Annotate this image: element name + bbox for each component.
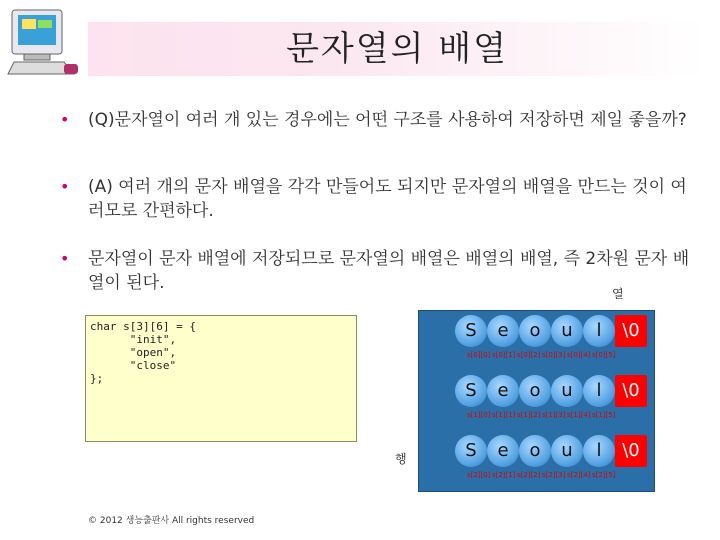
cell-index-label: s[1][2] bbox=[517, 411, 541, 419]
row-label: 행 bbox=[395, 452, 407, 466]
bullet-dot-icon: • bbox=[60, 110, 70, 129]
column-label: 열 bbox=[612, 287, 624, 301]
code-snippet: char s[3][6] = { "init", "open", "close" }; bbox=[90, 320, 196, 385]
cell-index-label: s[0][5] bbox=[592, 351, 616, 359]
array-cell: o bbox=[519, 375, 551, 407]
cell-index-label: s[2][0] bbox=[467, 471, 491, 479]
cell-index-label: s[0][0] bbox=[467, 351, 491, 359]
array-cell: S bbox=[455, 375, 487, 407]
bullet-dot-icon: • bbox=[60, 249, 70, 268]
cell-index-label: s[2][2] bbox=[517, 471, 541, 479]
cell-index-label: s[2][4] bbox=[567, 471, 591, 479]
cell-index-label: s[0][4] bbox=[567, 351, 591, 359]
array-diagram bbox=[418, 310, 655, 492]
array-row bbox=[419, 371, 654, 431]
array-cell: o bbox=[519, 435, 551, 467]
array-cell: S bbox=[455, 435, 487, 467]
array-cell: u bbox=[551, 315, 583, 347]
array-cell: l bbox=[583, 315, 615, 347]
slide-title: 문자열의 배열 bbox=[286, 29, 508, 69]
null-terminator-cell: \0 bbox=[615, 315, 647, 347]
cell-index-label: s[0][1] bbox=[492, 351, 516, 359]
cell-index-label: s[1][5] bbox=[592, 411, 616, 419]
cell-index-label: s[1][4] bbox=[567, 411, 591, 419]
null-terminator-cell: \0 bbox=[615, 375, 647, 407]
array-cell: S bbox=[455, 315, 487, 347]
array-cell: e bbox=[487, 375, 519, 407]
cell-index-label: s[1][0] bbox=[467, 411, 491, 419]
cell-index-label: s[2][3] bbox=[542, 471, 566, 479]
array-cell: e bbox=[487, 315, 519, 347]
cell-index-label: s[0][3] bbox=[542, 351, 566, 359]
array-row bbox=[419, 431, 654, 491]
cell-index-label: s[2][5] bbox=[592, 471, 616, 479]
cell-index-label: s[1][3] bbox=[542, 411, 566, 419]
array-cell: e bbox=[487, 435, 519, 467]
copyright-footer: © 2012 생능출판사 All rights reserved bbox=[88, 516, 255, 526]
array-cell: u bbox=[551, 375, 583, 407]
cell-index-label: s[2][1] bbox=[492, 471, 516, 479]
bullet-dot-icon: • bbox=[60, 177, 70, 196]
cell-index-label: s[1][1] bbox=[492, 411, 516, 419]
array-cell: o bbox=[519, 315, 551, 347]
computer-icon bbox=[4, 4, 84, 84]
array-cell: l bbox=[583, 435, 615, 467]
code-box bbox=[85, 315, 357, 442]
array-row bbox=[419, 311, 654, 371]
array-cell: l bbox=[583, 375, 615, 407]
cell-index-label: s[0][2] bbox=[517, 351, 541, 359]
array-cell: u bbox=[551, 435, 583, 467]
null-terminator-cell: \0 bbox=[615, 435, 647, 467]
